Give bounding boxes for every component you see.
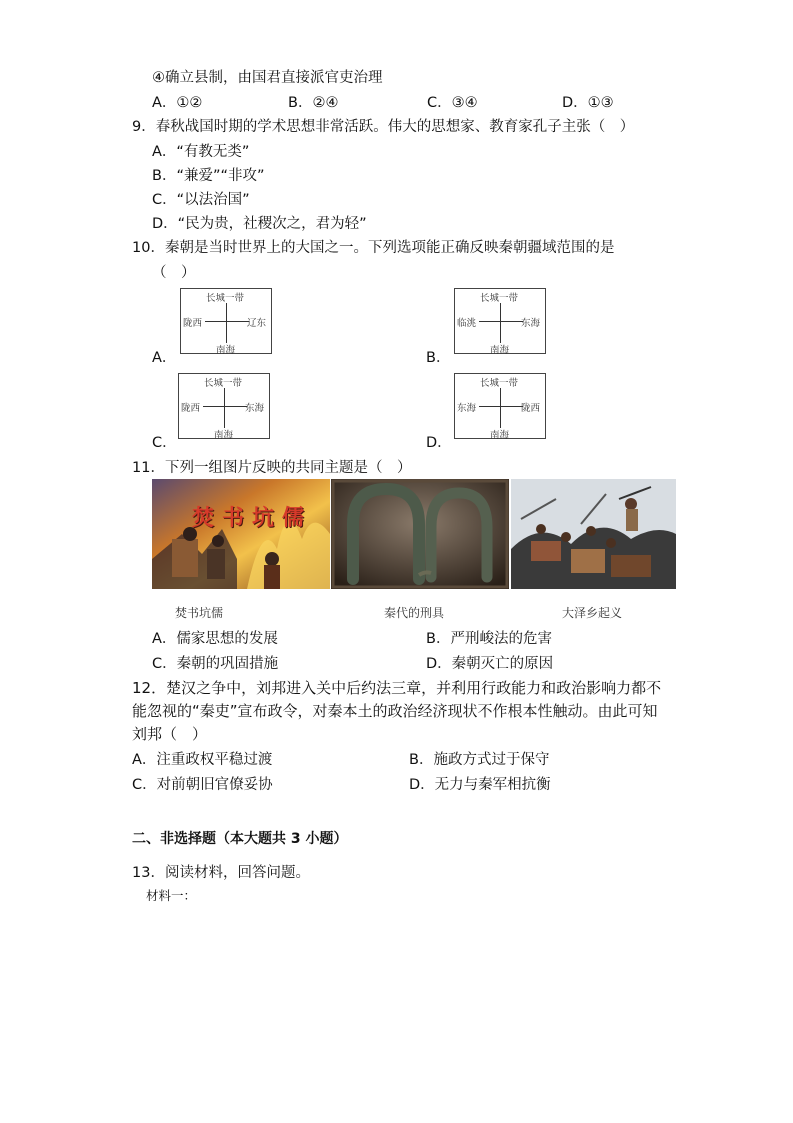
q11-option-b: B．严刑峻法的危害: [426, 631, 552, 647]
q13-material-1: 材料一：: [146, 888, 197, 903]
q8-option-d: D．①③: [562, 95, 614, 111]
q12-option-d: D．无力与秦军相抗衡: [409, 777, 551, 793]
q8-item4: ④确立县制，由国君直接派官吏治理: [152, 70, 383, 86]
q12-stem-line1: 12．楚汉之争中，刘邦进入关中后约法三章，并利用行政能力和政治影响力都不: [132, 679, 662, 697]
q12-option-b: B．施政方式过于保守: [409, 752, 550, 768]
q10-map-d: 长城一带 东海 陇西 南海: [454, 373, 546, 439]
q11-stem: 11．下列一组图片反映的共同主题是（ ）: [132, 460, 412, 476]
dazexiang-uprising-image: [511, 479, 676, 589]
section-2-title: 二、非选择题（本大题共 3 小题）: [132, 831, 348, 847]
q11-option-d: D．秦朝灭亡的原因: [426, 656, 554, 672]
q12-stem-line3: 刘邦（ ）: [132, 725, 208, 743]
burning-books-image: [152, 479, 330, 589]
q11-option-a: A．儒家思想的发展: [152, 631, 278, 647]
q10-stem: 10．秦朝是当时世界上的大国之一。下列选项能正确反映秦朝疆域范围的是: [132, 240, 615, 256]
q10-option-b-letter: B．: [426, 350, 451, 366]
q12-stem-line2: 能忽视的“秦吏”宣布政令，对秦本土的政治经济现状不作根本性触动。由此可知: [132, 702, 658, 720]
q10-stem-cont: （ ）: [152, 265, 196, 281]
q12-option-a: A．注重政权平稳过渡: [132, 752, 273, 768]
caption-qin-torture-device: 秦代的刑具: [384, 606, 445, 620]
q11-option-c: C．秦朝的巩固措施: [152, 656, 279, 672]
q8-option-c: C．③④: [427, 95, 478, 111]
q9-option-c: C．“以法治国”: [152, 192, 250, 208]
caption-dazexiang-uprising: 大泽乡起义: [562, 606, 623, 620]
caption-burning-books: 焚书坑儒: [175, 606, 224, 620]
q10-option-d-letter: D．: [426, 435, 452, 451]
q9-option-d: D．“民为贵，社稷次之，君为轻”: [152, 216, 367, 232]
q10-option-a-letter: A．: [152, 350, 177, 366]
qin-torture-device-image: [331, 479, 509, 589]
q8-option-a: A．①②: [152, 95, 203, 111]
q10-map-a: 长城一带 陇西 辽东 南海: [180, 288, 272, 354]
q8-option-b: B．②④: [288, 95, 339, 111]
q9-option-a: A．“有教无类”: [152, 144, 250, 160]
burning-books-overlay-text: 焚书坑儒: [192, 505, 313, 531]
q9-stem: 9．春秋战国时期的学术思想非常活跃。伟大的思想家、教育家孔子主张（ ）: [132, 119, 635, 135]
q10-map-c: 长城一带 陇西 东海 南海: [178, 373, 270, 439]
q10-option-c-letter: C．: [152, 435, 177, 451]
q12-option-c: C．对前朝旧官僚妥协: [132, 777, 273, 793]
q9-option-b: B．“兼爱”“非攻”: [152, 168, 265, 184]
q13-stem: 13．阅读材料，回答问题。: [132, 865, 310, 881]
q10-map-b: 长城一带 临洮 东海 南海: [454, 288, 546, 354]
